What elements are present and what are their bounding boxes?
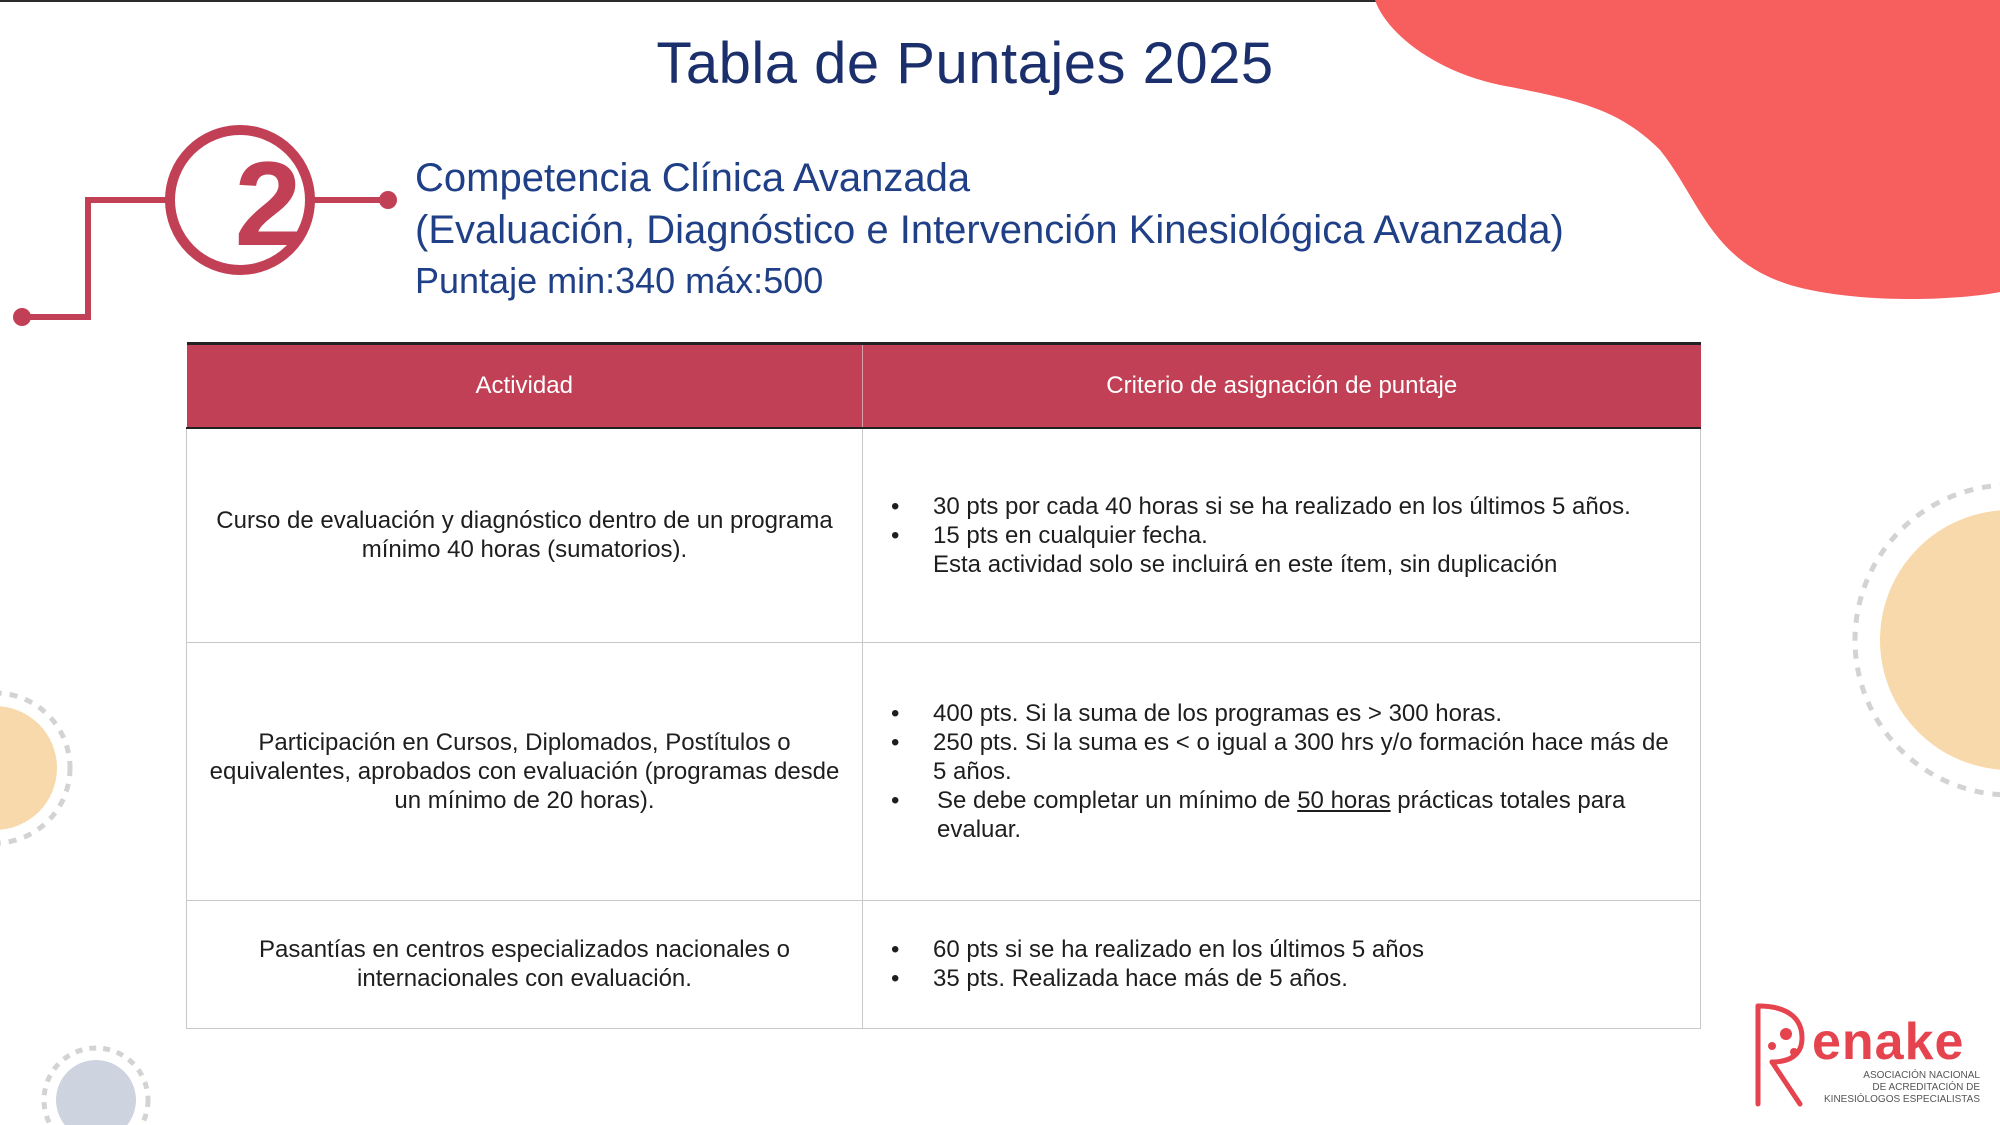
logo-name: enake xyxy=(1812,1013,1965,1071)
criteria-text: Se debe completar un mínimo de xyxy=(937,786,1298,814)
connector-dot-right xyxy=(379,191,397,209)
scores-table xyxy=(186,342,1701,1029)
criteria-cell xyxy=(863,900,1701,1028)
activity-cell: Participación en Cursos, Diplomados, Postítulos o equivalentes, aprobados con evaluación (programas desde un mínimo de 20 horas). xyxy=(187,642,863,900)
right-peach-circle xyxy=(1880,510,2000,770)
criteria-list xyxy=(891,935,1682,993)
criteria-note: Esta actividad solo se incluirá en este ítem, sin duplicación xyxy=(933,550,1558,578)
criteria-item: • 400 pts. Si la suma de los programas es > 300 horas. xyxy=(891,699,1682,728)
section-title: Competencia Clínica Avanzada xyxy=(415,156,971,200)
criteria-item: • 250 pts. Si la suma es < o igual a 300 hrs y/o formación hace más de 5 años. xyxy=(891,728,1682,786)
logo-node xyxy=(1780,1028,1792,1040)
table-row xyxy=(187,642,1701,900)
left-peach-circle xyxy=(0,706,57,830)
logo-subtitle-line: KINESIÓLOGOS ESPECIALISTAS xyxy=(1824,1094,1980,1105)
page-title: Tabla de Puntajes 2025 xyxy=(656,31,1274,96)
section-subtitle: (Evaluación, Diagnóstico e Intervención Kinesiológica Avanzada) xyxy=(415,208,1564,252)
section-header xyxy=(415,152,1564,306)
section-score-range: Puntaje min:340 máx:500 xyxy=(415,260,824,301)
section-number: 2 xyxy=(234,137,302,271)
header-activity: Actividad xyxy=(187,344,863,429)
logo-node xyxy=(1790,1048,1798,1056)
table-row xyxy=(187,428,1701,642)
table-row xyxy=(187,900,1701,1028)
criteria-cell xyxy=(863,428,1701,642)
bottom-gray-circle xyxy=(56,1060,136,1125)
connector-dot-left xyxy=(13,308,31,326)
logo-subtitle-line: ASOCIACIÓN NACIONAL xyxy=(1863,1070,1980,1081)
table-header-row xyxy=(187,344,1701,429)
underlined-hours: 50 horas xyxy=(1297,786,1391,814)
criteria-text: prácticas totales para evaluar. xyxy=(937,786,1626,843)
header-criteria: Criterio de asignación de puntaje xyxy=(863,344,1701,429)
criteria-item: • 35 pts. Realizada hace más de 5 años. xyxy=(891,964,1682,993)
logo-subtitle xyxy=(1820,1070,1980,1106)
criteria-cell xyxy=(863,642,1701,900)
criteria-item: • 60 pts si se ha realizado en los últimos 5 años xyxy=(891,935,1682,964)
activity-cell: Pasantías en centros especializados nacionales o internacionales con evaluación. xyxy=(187,900,863,1028)
criteria-item: • 15 pts en cualquier fecha. xyxy=(891,521,1682,550)
criteria-item: • 30 pts por cada 40 horas si se ha realizado en los últimos 5 años. xyxy=(891,492,1682,521)
criteria-list xyxy=(891,699,1682,844)
criteria-item xyxy=(891,786,1682,844)
criteria-list xyxy=(891,492,1682,579)
logo-subtitle-line: DE ACREDITACIÓN DE xyxy=(1872,1082,1980,1093)
activity-cell: Curso de evaluación y diagnóstico dentro de un programa mínimo 40 horas (sumatorios). xyxy=(187,428,863,642)
logo-node xyxy=(1768,1042,1776,1050)
